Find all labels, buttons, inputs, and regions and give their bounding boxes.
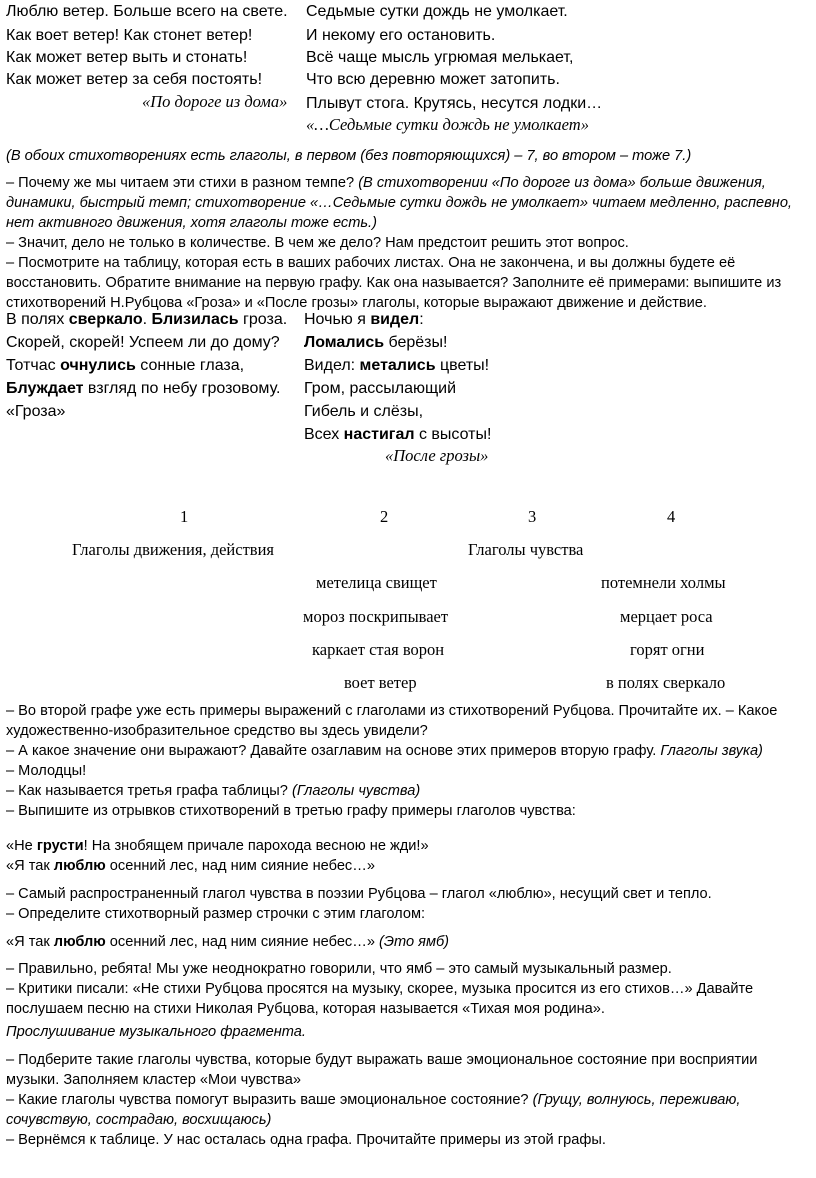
dialog-block-5 bbox=[6, 1050, 806, 1150]
poem-1-line: Как может ветер за себя постоять! bbox=[6, 71, 263, 88]
table-cell-col4: горят огни bbox=[630, 640, 705, 659]
dialog-paragraph: – Как называется третья графа таблицы? (Глаголы чувства) bbox=[6, 783, 421, 799]
table-header-feeling: Глаголы чувства bbox=[468, 540, 584, 559]
quote-line: «Не грусти! На знобящем причале парохода весною не жди!» bbox=[6, 838, 429, 854]
table-cell-col2: метелица свищет bbox=[316, 573, 437, 592]
dialog-paragraph: – Подберите такие глаголы чувства, которые будут выражать ваше эмоциональное состояние при восприятии музыки. Заполняем кластер «Мои чувства» bbox=[6, 1052, 758, 1088]
table-cell-col4: мерцает роса bbox=[620, 607, 713, 626]
dialog-block-2 bbox=[6, 701, 806, 821]
poem-groza-line: Тотчас очнулись сонные глаза, bbox=[6, 357, 245, 374]
table-cell-col2: мороз поскрипывает bbox=[303, 607, 449, 626]
poem-1-line: Люблю ветер. Больше всего на свете. bbox=[6, 3, 288, 20]
dialog-paragraph: – Посмотрите на таблицу, которая есть в ваших рабочих листах. Она не закончена, и вы должны будете её восстановить. Обратите внимание на первую графу. Как она называется? Заполните её примерами: выпишите из стихотворений Н.Рубцова «Гроза» и «После грозы» глаголы, которые выражают движение и действие. bbox=[6, 255, 782, 311]
column-number: 4 bbox=[667, 507, 676, 526]
poem-2-title: «…Седьмые сутки дождь не умолкает» bbox=[306, 115, 589, 134]
poem-2-line: Седьмые сутки дождь не умолкает. bbox=[306, 3, 568, 20]
poem-1-line: Как воет ветер! Как стонет ветер! bbox=[6, 27, 253, 44]
listening-note: Прослушивание музыкального фрагмента. bbox=[6, 1024, 306, 1040]
table-header-motion: Глаголы движения, действия bbox=[72, 540, 275, 559]
poem-posle-grozy-title: «После грозы» bbox=[385, 446, 489, 465]
dialog-paragraph: – Выпишите из отрывков стихотворений в третью графу примеры глаголов чувства: bbox=[6, 803, 576, 819]
poem-2-line: Всё чаще мысль угрюмая мелькает, bbox=[306, 49, 574, 66]
poem-posle-grozy-line: Гром, рассылающий bbox=[304, 380, 457, 397]
dialog-paragraph bbox=[6, 173, 806, 233]
dialog-paragraph: – Во второй графе уже есть примеры выражений с глаголами из стихотворений Рубцова. Прочитайте их. – Какое художественно-изобразительное средство вы здесь увидели? bbox=[6, 703, 778, 739]
column-number: 3 bbox=[528, 507, 537, 526]
dialog-paragraph: – Определите стихотворный размер строчки с этим глаголом: bbox=[6, 906, 426, 922]
poem-1-line: Как может ветер выть и стонать! bbox=[6, 49, 248, 66]
poem-groza-line: В полях сверкало. Близилась гроза. bbox=[6, 311, 288, 328]
dialog-paragraph: – Самый распространенный глагол чувства в поэзии Рубцова – глагол «люблю», несущий свет и тепло. bbox=[6, 886, 712, 902]
poem-posle-grozy-line: Ломались берёзы! bbox=[304, 334, 448, 351]
verb-count-note: (В обоих стихотворениях есть глаголы, в первом (без повторяющихся) – 7, во втором – тоже 7.) bbox=[6, 148, 692, 164]
quote-block-2: «Я так люблю осенний лес, над ним сияние небес…» (Это ямб) bbox=[6, 934, 450, 950]
poem-groza-line: Скорей, скорей! Успеем ли до дому? bbox=[6, 334, 280, 351]
dialog-paragraph: – А какое значение они выражают? Давайте озаглавим на основе этих примеров вторую графу. Глаголы звука) bbox=[6, 743, 763, 759]
poem-2-line: Плывут стога. Крутясь, несутся лодки… bbox=[306, 95, 603, 112]
quote-line: «Я так люблю осенний лес, над ним сияние небес…» bbox=[6, 858, 375, 874]
poem-groza-title: «Гроза» bbox=[6, 403, 66, 420]
table-cell-col4: потемнели холмы bbox=[601, 573, 726, 592]
poem-posle-grozy-line: Всех настигал с высоты! bbox=[304, 426, 492, 443]
poem-groza-line: Блуждает взгляд по небу грозовому. bbox=[6, 380, 281, 397]
quote-block-1 bbox=[6, 836, 806, 876]
dialog-paragraph: – Значит, дело не только в количестве. В чем же дело? Нам предстоит решить этот вопрос. bbox=[6, 235, 629, 251]
poem-2-line: Что всю деревню может затопить. bbox=[306, 71, 560, 88]
teacher-question: – Почему же мы читаем эти стихи в разном темпе? bbox=[6, 175, 359, 191]
dialog-paragraph: – Какие глаголы чувства помогут выразить ваше эмоциональное состояние? (Грущу, волнуюсь, переживаю, сочувствую, сострадаю, восхищаюсь) bbox=[6, 1092, 741, 1128]
poem-1-title: «По дороге из дома» bbox=[142, 92, 288, 111]
table-cell-col4: в полях сверкало bbox=[606, 673, 726, 692]
poem-posle-grozy-line: Видел: метались цветы! bbox=[304, 357, 490, 374]
dialog-paragraph: – Молодцы! bbox=[6, 763, 87, 779]
dialog-paragraph: – Критики писали: «Не стихи Рубцова просятся на музыку, скорее, музыка просится из его стихов…» Давайте послушаем песню на стихи Николая Рубцова, которая называется «Тихая моя родина». bbox=[6, 981, 754, 1017]
poem-2-line: И некому его остановить. bbox=[306, 27, 496, 44]
table-cell-col2: каркает стая ворон bbox=[312, 640, 445, 659]
table-cell-col2: воет ветер bbox=[344, 673, 417, 692]
column-number: 1 bbox=[180, 507, 189, 526]
column-number: 2 bbox=[380, 507, 389, 526]
poem-posle-grozy-line: Ночью я видел: bbox=[304, 311, 424, 328]
poem-posle-grozy-line: Гибель и слёзы, bbox=[304, 403, 424, 420]
student-answer: (В стихотворении «По дороге из дома» больше движения, динамики, быстрый темп; стихотворение «…Седьмые сутки дождь не умолкает» читаем медленно, распевно, нет активного движения, хотя глаголы тоже есть.) bbox=[6, 175, 792, 231]
dialog-paragraph: – Вернёмся к таблице. У нас осталась одна графа. Прочитайте примеры из этой графы. bbox=[6, 1132, 606, 1148]
dialog-block-1 bbox=[6, 173, 806, 313]
dialog-block-3 bbox=[6, 884, 806, 924]
dialog-block-4 bbox=[6, 959, 806, 1019]
dialog-paragraph: – Правильно, ребята! Мы уже неоднократно говорили, что ямб – это самый музыкальный размер. bbox=[6, 961, 672, 977]
